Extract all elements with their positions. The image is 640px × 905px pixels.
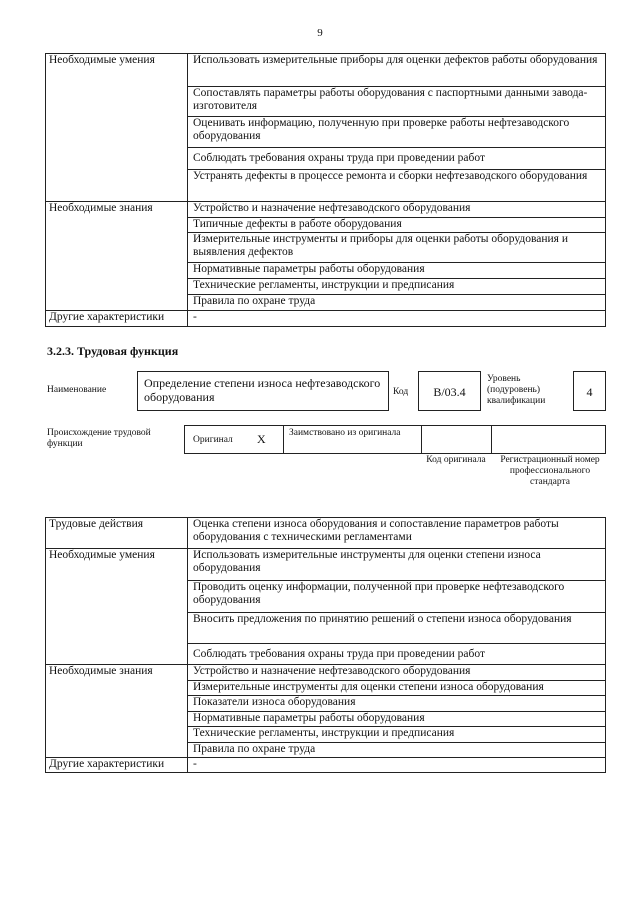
function-name: Определение степени износа нефтезаводского оборудования bbox=[144, 376, 381, 404]
borrowed-label: Заимствовано из оригинала bbox=[289, 428, 401, 438]
table-cell: Соблюдать требования охраны труда при проведении работ bbox=[188, 644, 606, 665]
table-cell: Нормативные параметры работы оборудования bbox=[188, 263, 606, 279]
table-cell: Соблюдать требования охраны труда при проведении работ bbox=[188, 148, 606, 170]
code-box bbox=[418, 371, 481, 411]
row-label: Необходимые знания bbox=[46, 665, 188, 758]
row-label: Необходимые знания bbox=[46, 202, 188, 311]
table-cell: Технические регламенты, инструкции и предписания bbox=[188, 727, 606, 743]
row-label: Необходимые умения bbox=[46, 54, 188, 202]
table-cell: Оценивать информацию, полученную при проверке работы нефтезаводского оборудования bbox=[188, 117, 606, 148]
table-cell: Измерительные инструменты и приборы для оценки работы оборудования и выявления дефектов bbox=[188, 233, 606, 263]
table-cell: Использовать измерительные инструменты для оценки степени износа оборудования bbox=[188, 549, 606, 581]
table-cell: Правила по охране труда bbox=[188, 743, 606, 758]
table-cell: Устранять дефекты в процессе ремонта и сборки нефтезаводского оборудования bbox=[188, 170, 606, 202]
table-cell: Оценка степени износа оборудования и сопоставление параметров работы оборудования с техническими регламентами bbox=[188, 518, 606, 549]
divider bbox=[491, 426, 492, 453]
code-label: Код bbox=[393, 387, 409, 397]
divider bbox=[283, 426, 284, 453]
table-cell: Сопоставлять параметры работы оборудования с паспортными данными завода-изготовителя bbox=[188, 87, 606, 117]
level-value: 4 bbox=[586, 385, 593, 399]
table-cell: - bbox=[188, 311, 606, 327]
reg-caption: Регистрационный номер профессионального стандарта bbox=[500, 455, 600, 487]
row-label: Трудовые действия bbox=[46, 518, 188, 549]
requirements-table-1 bbox=[45, 53, 606, 327]
row-label: Другие характеристики bbox=[46, 758, 188, 773]
origin-table bbox=[184, 425, 606, 454]
table-cell: Устройство и назначение нефтезаводского оборудования bbox=[188, 202, 606, 218]
table-cell: Использовать измерительные приборы для оценки дефектов работы оборудования bbox=[188, 54, 606, 87]
origin-label: Происхождение трудовой функции bbox=[47, 428, 151, 449]
table-cell: Типичные дефекты в работе оборудования bbox=[188, 218, 606, 233]
name-label: Наименование bbox=[47, 385, 107, 395]
table-cell: Измерительные инструменты для оценки степени износа оборудования bbox=[188, 681, 606, 696]
code-caption: Код оригинала bbox=[426, 455, 486, 465]
table-cell: Вносить предложения по принятию решений о степени износа оборудования bbox=[188, 613, 606, 644]
original-mark: X bbox=[257, 432, 266, 446]
table-cell: Показатели износа оборудования bbox=[188, 696, 606, 712]
divider bbox=[421, 426, 422, 453]
page-number: 9 bbox=[317, 27, 323, 39]
code-value: B/03.4 bbox=[433, 385, 466, 399]
requirements-table-2 bbox=[45, 517, 606, 773]
table-cell: Технические регламенты, инструкции и предписания bbox=[188, 279, 606, 295]
original-label: Оригинал bbox=[193, 435, 233, 445]
table-cell: Проводить оценку информации, полученной при проверке нефтезаводского оборудования bbox=[188, 581, 606, 613]
level-box bbox=[573, 371, 606, 411]
level-label: Уровень (подуровень) квалификации bbox=[487, 374, 546, 406]
table-cell: - bbox=[188, 758, 606, 773]
table-cell: Правила по охране труда bbox=[188, 295, 606, 311]
section-title: 3.2.3. Трудовая функция bbox=[47, 344, 179, 358]
row-label: Необходимые умения bbox=[46, 549, 188, 665]
function-name-box bbox=[137, 371, 389, 411]
table-cell: Устройство и назначение нефтезаводского оборудования bbox=[188, 665, 606, 681]
row-label: Другие характеристики bbox=[46, 311, 188, 327]
table-cell: Нормативные параметры работы оборудования bbox=[188, 712, 606, 727]
